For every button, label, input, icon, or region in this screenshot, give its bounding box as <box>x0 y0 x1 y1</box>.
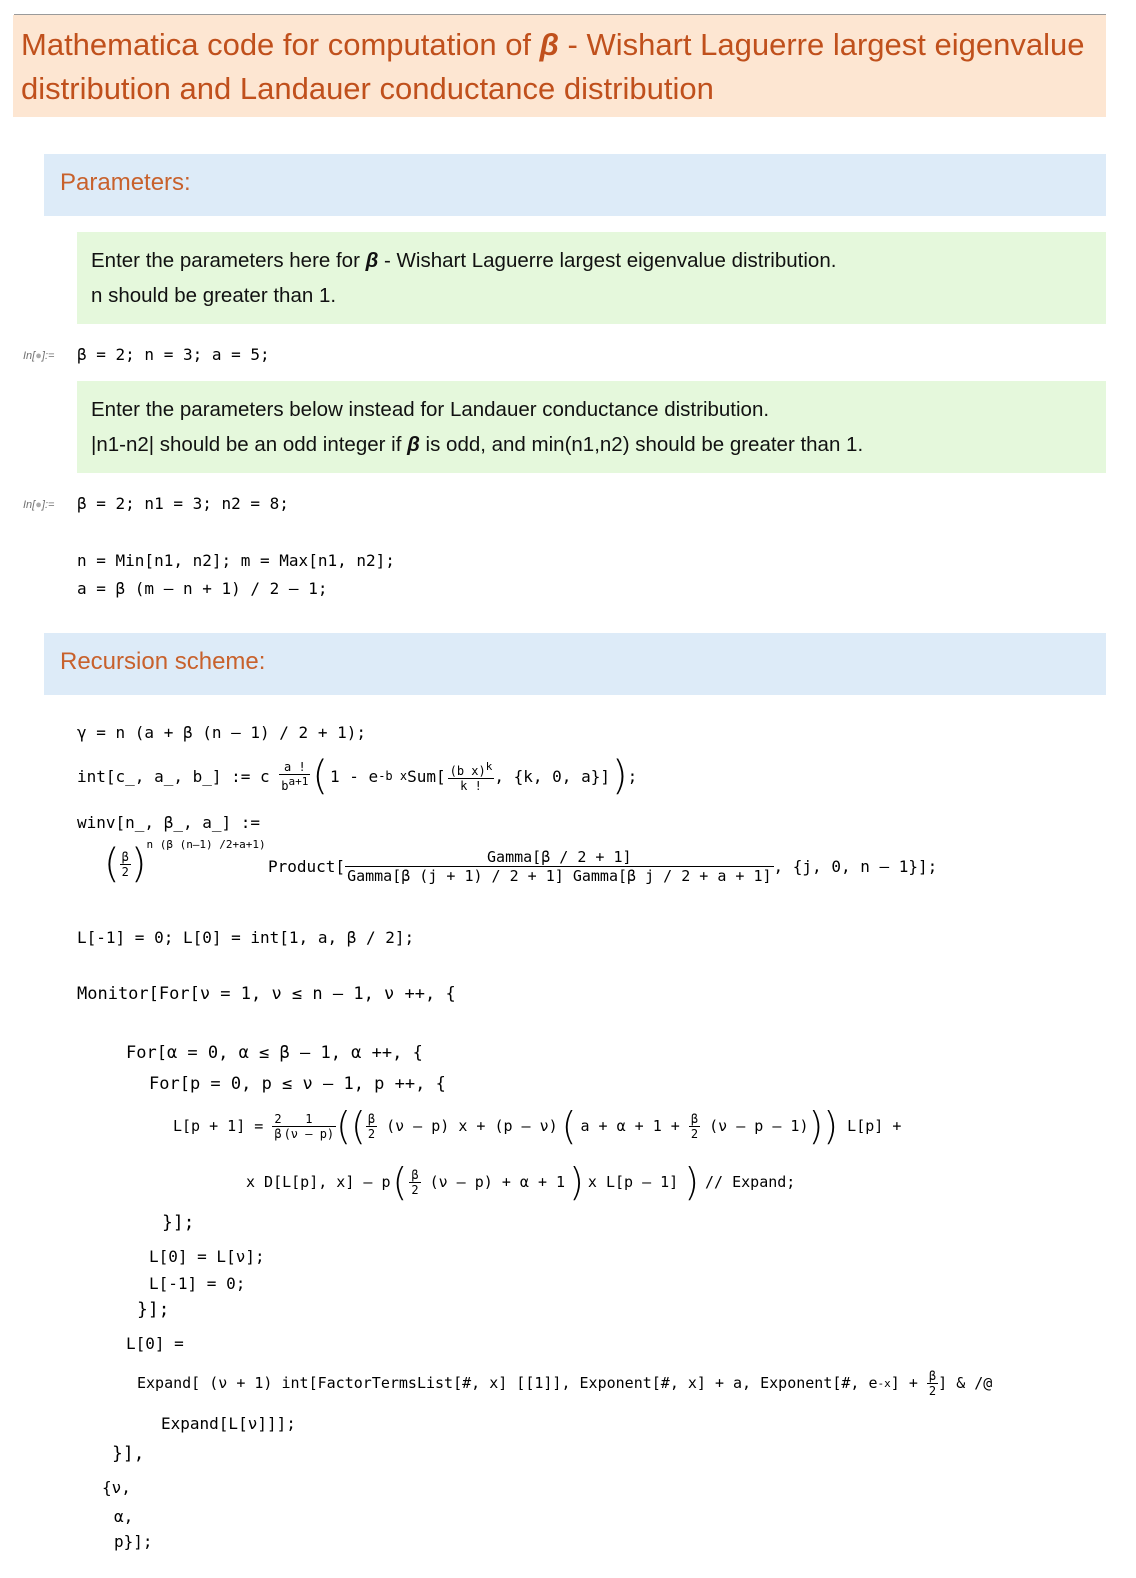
code-recursion-line2[interactable] <box>246 1154 795 1210</box>
winv-beta-den: 2 <box>121 864 129 879</box>
rec-paren-2: ( <box>561 1104 577 1148</box>
int-exp-base: 1 - e <box>330 766 379 786</box>
rec2-frac-num: β <box>411 1167 419 1182</box>
rec-paren-3: )) <box>808 1104 839 1148</box>
text-cell-wishart-line2: n should be greater than 1. <box>91 284 337 307</box>
rec-frac-2: 2 <box>274 1111 282 1126</box>
int-paren-close: ) <box>611 753 628 799</box>
expand-frac-beta-2 <box>927 1369 938 1398</box>
code-expand-l[interactable]: Expand[L[ν]]]; <box>161 1414 296 1433</box>
code-lm1[interactable]: L[-1] = 0; <box>149 1274 246 1293</box>
code-monitor[interactable]: Monitor[For[ν = 1, ν ≤ n – 1, ν ++, { <box>77 984 456 1004</box>
input-label-1: In[●]:= <box>23 350 55 362</box>
winv-paren-close: ) <box>130 841 147 887</box>
code-recursion-line1[interactable] <box>173 1098 901 1154</box>
int-head: int[c_, a_, b_] := c <box>77 766 270 786</box>
expand-frac-den: 2 <box>928 1383 937 1398</box>
winv-paren-open: ( <box>104 841 120 887</box>
rec2-paren-open: ( <box>392 1160 408 1204</box>
code-var-p[interactable]: p}]; <box>114 1532 153 1551</box>
rec-term-b: a + α + 1 + <box>580 1117 680 1135</box>
winv-beta-num: β <box>121 849 129 864</box>
winv-beta-fraction <box>120 850 131 879</box>
text1-beta: β <box>365 249 379 272</box>
code-l0-eq[interactable]: L[0] = <box>126 1334 184 1353</box>
rec2-term-b: (ν – p) + α + 1 <box>429 1173 566 1191</box>
section-recursion[interactable] <box>44 633 1106 695</box>
rec-term-c: (ν – p – 1) <box>709 1117 809 1135</box>
title-beta: β <box>539 27 559 62</box>
expand-frac-num: β <box>928 1368 937 1383</box>
rec2-term-a: x D[L[p], x] – p <box>246 1173 391 1191</box>
rec-frac-beta-2b <box>689 1112 700 1141</box>
code-l0-lnu[interactable]: L[0] = L[ν]; <box>149 1247 265 1266</box>
text-cell-wishart[interactable] <box>77 232 1106 324</box>
code-l-init[interactable]: L[-1] = 0; L[0] = int[1, a, β / 2]; <box>77 928 415 947</box>
winv-gamma-num: Gamma[β / 2 + 1] <box>487 847 632 866</box>
rec-frac-beta: β <box>274 1126 282 1141</box>
code-var-nu[interactable]: {ν, <box>102 1478 131 1497</box>
int-sum-den: k ! <box>448 778 495 793</box>
rec2-frac-beta-2 <box>409 1168 420 1197</box>
text-cell-landauer-line2 <box>91 433 863 457</box>
title-cell[interactable] <box>13 15 1106 117</box>
rec-frac-beta-num-b: β <box>690 1111 699 1126</box>
text2-pre: |n1-n2| should be an odd integer if <box>91 433 408 456</box>
code-var-alpha[interactable]: α, <box>114 1507 134 1526</box>
title-line2: distribution and Landauer conductance distribution <box>21 71 714 106</box>
rec-frac-nup: (ν – p) <box>283 1126 335 1141</box>
rec-paren-1: (( <box>336 1104 366 1148</box>
text2-beta: β <box>407 433 420 456</box>
expand-mid: ] + <box>890 1374 918 1392</box>
code-for-p[interactable]: For[p = 0, p ≤ ν – 1, p ++, { <box>149 1074 446 1094</box>
int-sum-num: (b x)$^k$ <box>449 759 493 778</box>
int-sum: Sum[ <box>407 766 446 786</box>
rec-term-a: (ν – p) x + (p – ν) <box>386 1117 558 1135</box>
text1-pre: Enter the parameters here for <box>91 249 366 272</box>
section-parameters[interactable] <box>44 154 1106 216</box>
title-line1-start: Mathematica code for computation of <box>21 27 540 62</box>
code-int-definition[interactable] <box>77 748 637 804</box>
code-winv-body[interactable] <box>104 836 266 892</box>
text-cell-landauer-line1: Enter the parameters below instead for Landauer conductance distribution. <box>91 398 770 421</box>
rec-frac-beta-den: 2 <box>367 1126 376 1141</box>
winv-product: Product[ <box>268 856 346 876</box>
rec-frac-1-nup <box>282 1112 337 1141</box>
title-line1-end: - Wishart Laguerre largest eigenvalue <box>558 27 1085 62</box>
notebook-title <box>21 23 1101 111</box>
int-exp-power: -b x <box>378 769 408 783</box>
rec-frac-beta-den-b: 2 <box>690 1126 699 1141</box>
text-cell-wishart-line1 <box>91 249 836 273</box>
rec-lhs: L[p + 1] = <box>173 1117 264 1135</box>
int-factor-den: $b^{a+1}$ <box>281 774 309 793</box>
code-close-2[interactable]: }]; <box>137 1299 170 1320</box>
section-recursion-label: Recursion scheme: <box>60 648 266 675</box>
text-cell-landauer[interactable] <box>77 381 1106 473</box>
code-close-1[interactable]: }]; <box>162 1212 195 1233</box>
int-factor-num: a ! <box>284 759 306 774</box>
expand-head: Expand[ (ν + 1) int[FactorTermsList[#, x] [[1]], Exponent[#, x] + a, Exponent[#, e <box>137 1374 878 1392</box>
rec2-frac-den: 2 <box>411 1182 419 1197</box>
rec2-paren-close-2: ) <box>684 1160 700 1204</box>
input-cell-1[interactable]: β = 2; n = 3; a = 5; <box>77 345 270 364</box>
code-winv-product[interactable] <box>268 838 937 894</box>
input-cell-2[interactable]: β = 2; n1 = 3; n2 = 8; <box>77 494 289 513</box>
input-label-2: In[●]:= <box>23 499 55 511</box>
text2-post: is odd, and min(n1,n2) should be greater than 1. <box>419 433 864 456</box>
code-min-max[interactable]: n = Min[n1, n2]; m = Max[n1, n2]; <box>77 551 395 570</box>
int-paren-open: ( <box>312 753 329 799</box>
rec-frac-1: 1 <box>305 1111 313 1126</box>
expand-exp: -x <box>877 1376 891 1390</box>
text1-post: - Wishart Laguerre largest eigenvalue distribution. <box>378 249 837 272</box>
winv-gamma-den: Gamma[β (j + 1) / 2 + 1] Gamma[β j / 2 + a + 1] <box>347 866 772 885</box>
code-a-assign[interactable]: a = β (m – n + 1) / 2 – 1; <box>77 579 328 598</box>
int-end: ; <box>627 766 638 786</box>
int-sum-tail: , {k, 0, a}] <box>494 766 610 786</box>
code-for-alpha[interactable]: For[α = 0, α ≤ β – 1, α ++, { <box>126 1043 423 1063</box>
code-close-3[interactable]: }], <box>112 1443 145 1464</box>
code-gamma[interactable]: γ = n (a + β (n – 1) / 2 + 1); <box>77 723 366 742</box>
int-sum-fraction <box>448 760 495 793</box>
code-expand-line[interactable] <box>137 1356 992 1410</box>
winv-product-tail: , {j, 0, n – 1}]; <box>773 856 938 876</box>
code-winv-head[interactable]: winv[n_, β_, a_] := <box>77 813 261 832</box>
rec2-term-d: // Expand; <box>705 1173 796 1191</box>
winv-exponent: n (β (n–1) /2+a+1) <box>146 838 266 851</box>
section-parameters-label: Parameters: <box>60 169 191 196</box>
rec-term-d: L[p] + <box>847 1117 902 1135</box>
rec-frac-beta-2 <box>366 1112 377 1141</box>
winv-gamma-fraction <box>345 848 773 885</box>
expand-tail: ] & /@ <box>938 1374 993 1392</box>
int-factor-fraction <box>279 760 310 793</box>
rec2-term-c: x L[p – 1] <box>587 1173 679 1191</box>
rec2-paren-close: ) <box>569 1160 584 1204</box>
rec-frac-beta-num: β <box>367 1111 376 1126</box>
